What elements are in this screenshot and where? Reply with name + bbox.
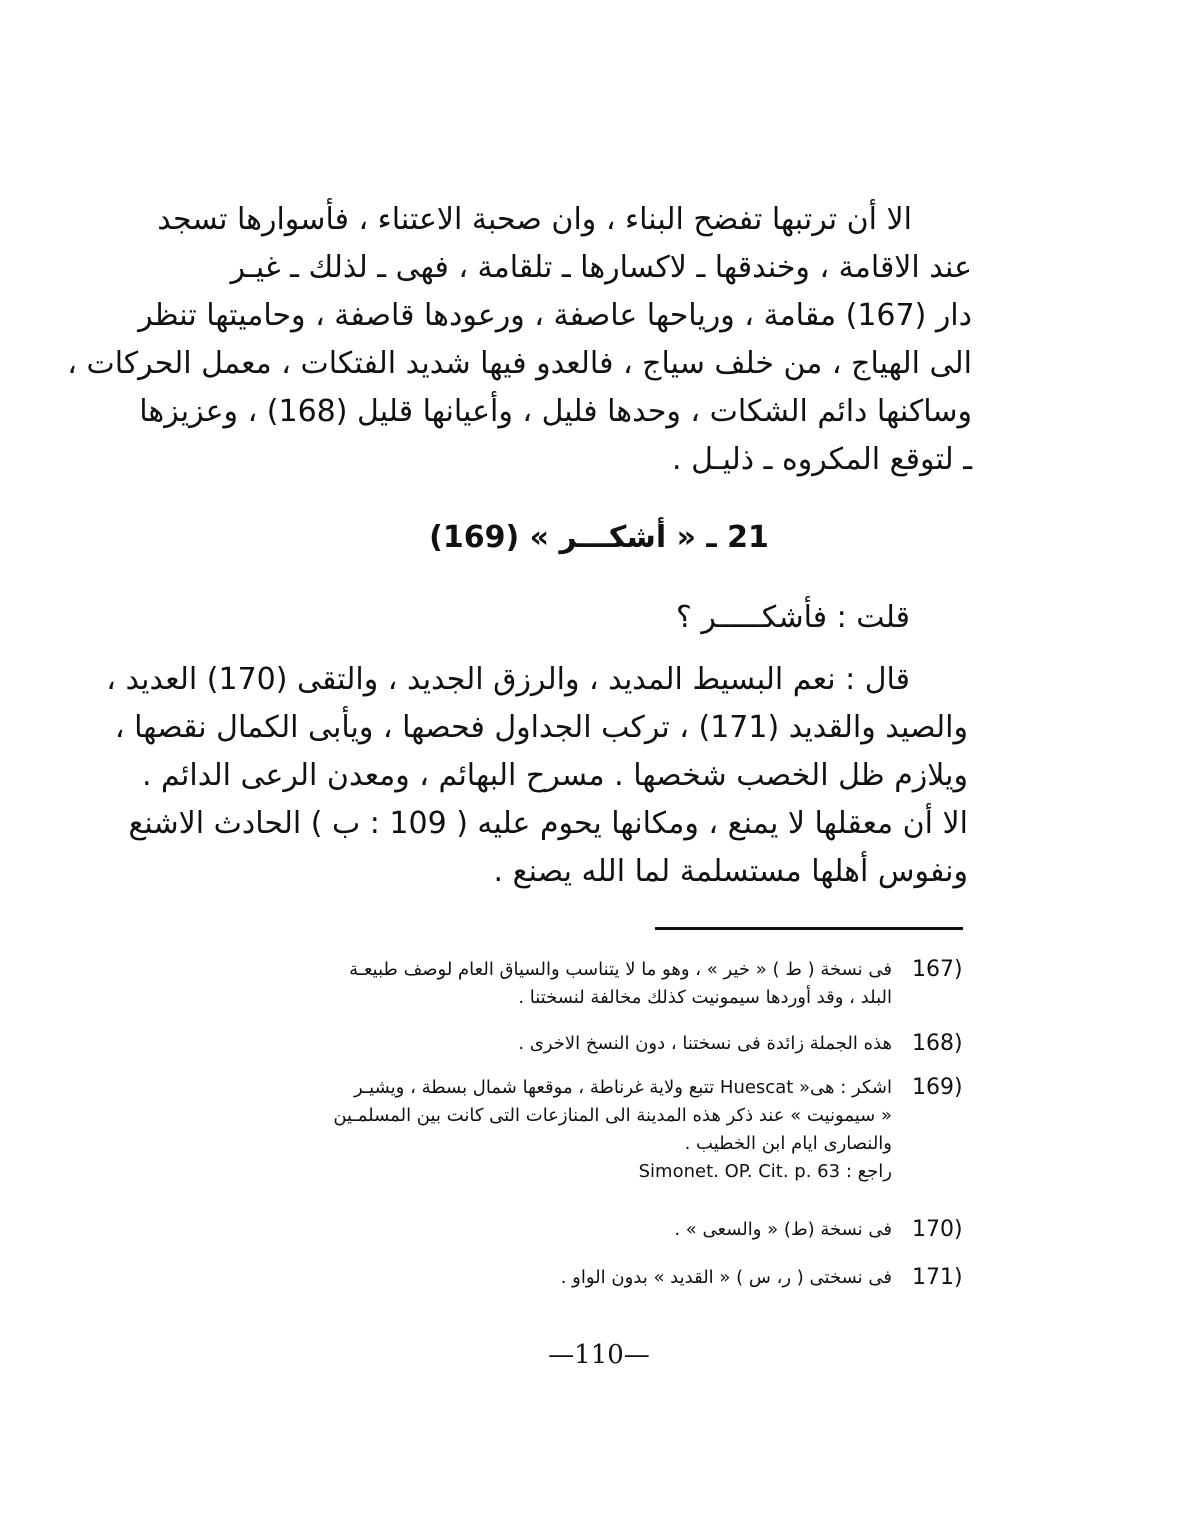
footnote-number: 168) xyxy=(912,1031,963,1056)
paragraph-line: ويلازم ظل الخصب شخصها . مسرح البهائم ، ومعدن الرعى الدائم . xyxy=(141,758,968,793)
paragraph-line: ـ لتوقع المكروه ـ ذليـل . xyxy=(672,442,972,477)
paragraph-line: الى الهياج ، من خلف سياج ، فالعدو فيها شديد الفتكات ، معمل الحركات ، xyxy=(67,346,972,381)
footnote-line: فى نسخة ( ط ) « خير » ، وهو ما لا يتناسب والسياق العام لوصف طبيعـة xyxy=(349,959,892,980)
footnote-line: فى نسخة (ط) « والسعى » . xyxy=(674,1219,892,1240)
reference-citation: Simonet. OP. Cit. p. 63 xyxy=(638,1161,841,1182)
paragraph-line: عند الاقامة ، وخندقها ـ لاكسارها ـ تلقامة ، فهى ـ لذلك ـ غيـر xyxy=(230,250,972,285)
footnote-body xyxy=(202,1264,892,1292)
paragraph-line: دار (167) مقامة ، ورياحها عاصفة ، ورعودها قاصفة ، وحاميتها تنظر xyxy=(138,298,972,333)
footnote-body xyxy=(202,1216,892,1244)
paragraph-1 xyxy=(67,196,972,484)
question-line: قلت : فأشكـــــر ؟ xyxy=(675,600,910,635)
footnote-number: 171) xyxy=(912,1265,963,1290)
paragraph-line: ونفوس أهلها مستسلمة لما الله يصنع . xyxy=(493,854,968,889)
footnote xyxy=(202,1074,962,1186)
paragraph-2 xyxy=(106,656,968,896)
section-heading: 21 ـ « أشكـــر » (169) xyxy=(429,520,769,555)
footnote-number: 169) xyxy=(912,1075,963,1100)
footnote-number: 167) xyxy=(912,957,963,982)
footnote-line: فى نسختى ( ر، س ) « القديد » بدون الواو . xyxy=(560,1267,892,1288)
footnote-line: اشكر : هى« Huescat تتبع ولاية غرناطة ، موقعها شمال بسطة ، ويشيـر xyxy=(353,1077,892,1098)
footnote-line: « سيمونيت » عند ذكر هذه المدينة الى المنازعات التى كانت بين المسلمـين xyxy=(333,1105,892,1126)
footnote-body xyxy=(202,956,892,1012)
footnote-line: هذه الجملة زائدة فى نسختنا ، دون النسخ الاخرى . xyxy=(518,1033,892,1054)
footnote xyxy=(202,956,962,1012)
footnote-body xyxy=(202,1030,892,1058)
footnote xyxy=(202,1264,962,1292)
footnote xyxy=(202,1030,962,1058)
footnote-line: والنصارى ايام ابن الخطيب . xyxy=(684,1133,892,1154)
footnote-number: 170) xyxy=(912,1217,963,1242)
page-number: —110— xyxy=(548,1340,650,1370)
footnote-body xyxy=(202,1074,892,1186)
paragraph-line: قال : نعم البسيط المديد ، والرزق الجديد ، والتقى (170) العديد ، xyxy=(106,662,910,697)
paragraph-line: وساكنها دائم الشكات ، وحدها فليل ، وأعيانها قليل (168) ، وعزيزها xyxy=(139,394,972,429)
paragraph-line: والصيد والقديد (171) ، تركب الجداول فحصها ، ويأبى الكمال نقصها ، xyxy=(114,710,968,745)
footnote-line: البلد ، وقد أوردها سيمونيت كذلك مخالفة لنسختنا . xyxy=(518,987,892,1008)
footnote-divider xyxy=(655,927,963,930)
reference-label: راجع : xyxy=(845,1161,892,1182)
footnote-reference xyxy=(202,1158,892,1186)
footnote xyxy=(202,1216,962,1244)
paragraph-line: الا أن ترتبها تفضح البناء ، وان صحبة الاعتناء ، فأسوارها تسجد xyxy=(157,202,912,237)
paragraph-line: الا أن معقلها لا يمنع ، ومكانها يحوم عليه ( 109 : ب ) الحادث الاشنع xyxy=(128,806,968,841)
